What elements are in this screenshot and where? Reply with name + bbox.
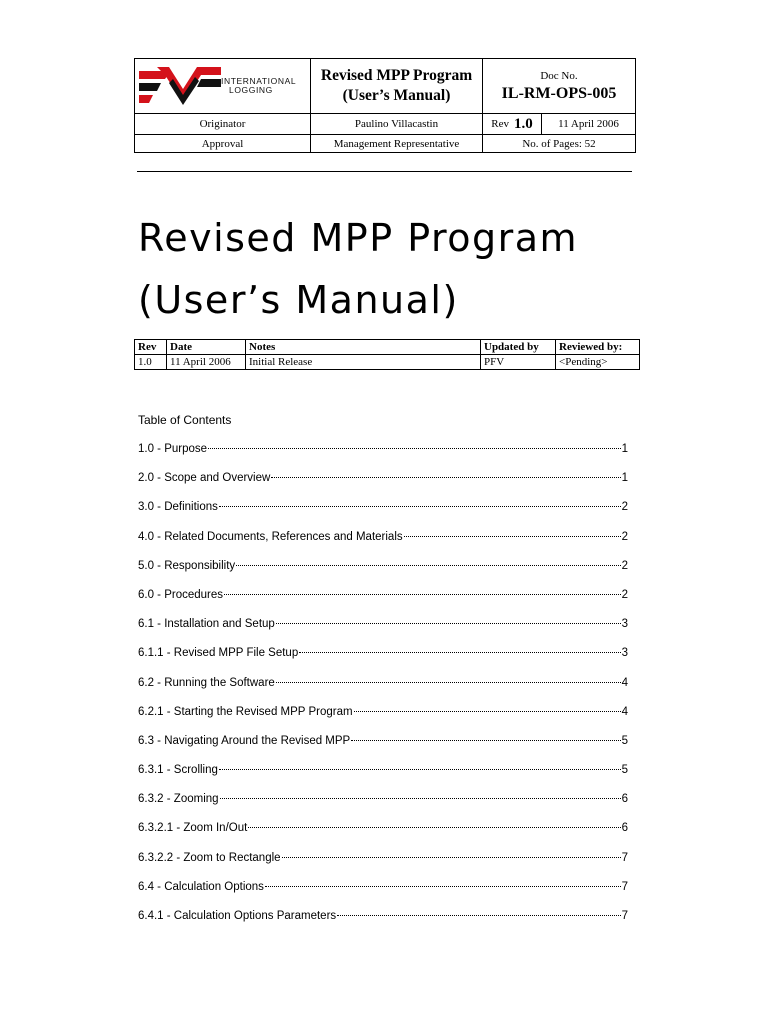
column-header-reviewed-by: Reviewed by:: [556, 340, 640, 355]
table-of-contents: [138, 443, 628, 939]
logo-wordmark: [221, 77, 296, 95]
toc-leader-dots: [271, 477, 620, 478]
toc-entry-page: 3: [621, 618, 628, 631]
revision-history-table: [134, 339, 640, 370]
toc-entry-page: 7: [621, 910, 628, 922]
toc-title: Table of Contents: [138, 413, 232, 427]
document-header-table: [134, 58, 636, 153]
toc-entry-label: 6.2.1 - Starting the Revised MPP Program: [138, 705, 353, 718]
column-header-updated-by: Updated by: [481, 340, 556, 355]
toc-entry-page: 6: [621, 793, 628, 806]
toc-leader-dots: [219, 769, 621, 770]
page-title-line1: Revised MPP Program: [138, 216, 579, 260]
toc-entry[interactable]: [138, 793, 628, 822]
toc-entry-page: 2: [621, 530, 628, 543]
toc-entry-label: 5.0 - Responsibility: [138, 559, 236, 572]
toc-leader-dots: [265, 886, 621, 887]
toc-leader-dots: [337, 915, 620, 916]
toc-entry-label: 1.0 - Purpose: [138, 443, 208, 455]
toc-leader-dots: [219, 506, 621, 507]
toc-leader-dots: [354, 711, 621, 712]
toc-entry[interactable]: [138, 735, 628, 764]
rev-label: Rev: [491, 118, 509, 130]
toc-entry-label: 6.4.1 - Calculation Options Parameters: [138, 910, 337, 922]
toc-entry-page: 5: [621, 764, 628, 777]
toc-leader-dots: [299, 652, 620, 653]
toc-entry-label: 6.4 - Calculation Options: [138, 880, 264, 893]
toc-entry[interactable]: [138, 910, 628, 939]
toc-entry[interactable]: [138, 764, 628, 793]
table-row: [135, 355, 640, 370]
toc-leader-dots: [351, 740, 620, 741]
page-title: [138, 207, 578, 331]
doc-no-label: Doc No.: [540, 69, 578, 82]
toc-leader-dots: [236, 565, 620, 566]
toc-entry-label: 4.0 - Related Documents, References and Materials: [138, 530, 403, 543]
header-title-line2: (User’s Manual): [342, 87, 451, 104]
column-header-date: Date: [167, 340, 246, 355]
toc-leader-dots: [220, 798, 621, 799]
header-title-line1: Revised MPP Program: [320, 67, 473, 84]
toc-entry-label: 6.2 - Running the Software: [138, 676, 275, 689]
toc-entry-page: 6: [621, 822, 628, 835]
toc-entry-page: 2: [621, 559, 628, 572]
toc-entry-label: 6.3.2.1 - Zoom In/Out: [138, 822, 248, 835]
toc-entry[interactable]: [138, 472, 628, 501]
cell-rev: 1.0: [135, 355, 167, 370]
toc-entry-page: 4: [621, 676, 628, 689]
toc-entry[interactable]: [138, 589, 628, 618]
rev-value: 1.0: [513, 115, 533, 132]
international-logging-logo-icon: [139, 65, 221, 107]
page-count: No. of Pages: 52: [483, 135, 636, 153]
logo-text-line2: LOGGING: [229, 85, 273, 95]
toc-entry[interactable]: [138, 618, 628, 647]
toc-entry-label: 6.3.2.2 - Zoom to Rectangle: [138, 851, 281, 864]
toc-entry-page: 3: [621, 647, 628, 660]
toc-entry-page: 2: [621, 588, 628, 601]
toc-leader-dots: [276, 682, 621, 683]
toc-entry-label: 6.1.1 - Revised MPP File Setup: [138, 647, 299, 660]
toc-entry[interactable]: [138, 560, 628, 589]
page-title-line2: (User’s Manual): [138, 278, 459, 322]
toc-entry[interactable]: [138, 852, 628, 881]
approval-value: Management Representative: [311, 135, 483, 153]
column-header-notes: Notes: [246, 340, 481, 355]
revision-table-header-row: [135, 340, 640, 355]
cell-updated-by: PFV: [481, 355, 556, 370]
toc-entry-label: 6.3.2 - Zooming: [138, 793, 219, 806]
toc-entry-page: 4: [621, 705, 628, 718]
logo-text-line1: INTERNATIONAL: [221, 76, 297, 86]
toc-entry[interactable]: [138, 881, 628, 910]
approval-label: Approval: [135, 135, 311, 153]
toc-leader-dots: [404, 536, 621, 537]
doc-no-value: IL-RM-OPS-005: [501, 84, 617, 102]
toc-entry-page: 1: [621, 472, 628, 485]
toc-entry-label: 6.3.1 - Scrolling: [138, 764, 218, 777]
company-logo: [135, 59, 310, 113]
toc-entry-label: 2.0 - Scope and Overview: [138, 472, 271, 485]
toc-entry[interactable]: [138, 443, 628, 472]
toc-entry[interactable]: [138, 822, 628, 851]
toc-entry-page: 5: [621, 734, 628, 747]
toc-leader-dots: [282, 857, 621, 858]
column-header-rev: Rev: [135, 340, 167, 355]
toc-entry-page: 7: [621, 880, 628, 893]
toc-leader-dots: [276, 623, 621, 624]
toc-entry[interactable]: [138, 706, 628, 735]
toc-entry-label: 6.3 - Navigating Around the Revised MPP: [138, 734, 351, 747]
header-title-cell: [311, 59, 483, 114]
toc-leader-dots: [248, 827, 620, 828]
cell-notes: Initial Release: [246, 355, 481, 370]
revision-cell: [483, 114, 636, 135]
toc-entry-label: 6.1 - Installation and Setup: [138, 618, 275, 631]
toc-entry[interactable]: [138, 677, 628, 706]
revision-date: 11 April 2006: [558, 118, 619, 130]
cell-reviewed-by: <Pending>: [556, 355, 640, 370]
toc-entry-page: 2: [621, 501, 628, 514]
toc-entry-page: 1: [621, 443, 628, 455]
toc-entry[interactable]: [138, 501, 628, 530]
toc-entry-label: 6.0 - Procedures: [138, 588, 224, 601]
logo-cell: [135, 59, 311, 114]
toc-entry[interactable]: [138, 647, 628, 676]
header-divider: [137, 171, 632, 172]
toc-entry[interactable]: [138, 531, 628, 560]
cell-date: 11 April 2006: [167, 355, 246, 370]
toc-leader-dots: [208, 448, 621, 449]
originator-value: Paulino Villacastin: [311, 114, 483, 135]
toc-leader-dots: [224, 594, 621, 595]
doc-number-cell: [483, 59, 636, 114]
originator-label: Originator: [135, 114, 311, 135]
toc-entry-label: 3.0 - Definitions: [138, 501, 218, 514]
toc-entry-page: 7: [621, 851, 628, 864]
